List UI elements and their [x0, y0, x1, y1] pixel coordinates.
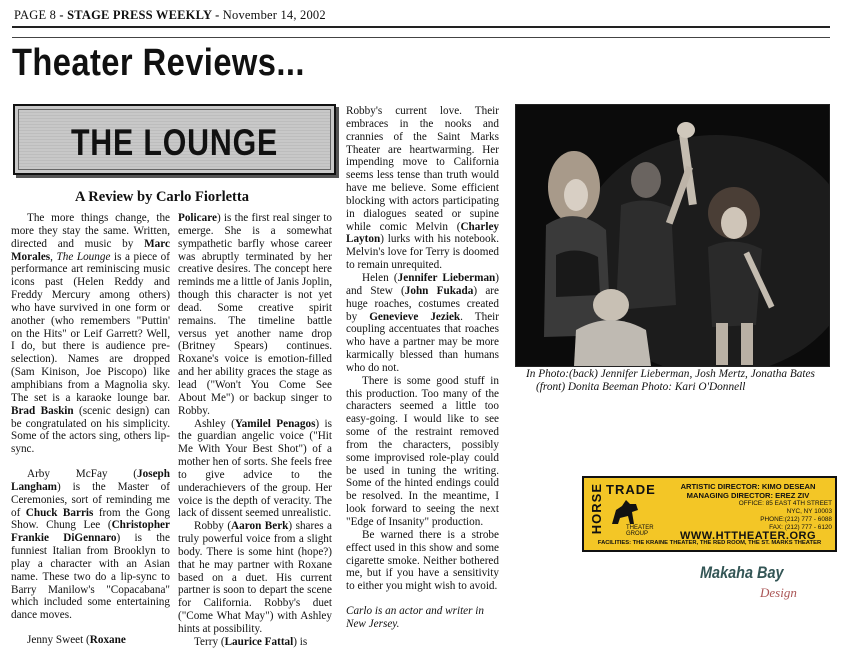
ad-fax: FAX: (212) 777 - 6120	[769, 524, 832, 531]
production-photo	[515, 104, 830, 367]
page-header: PAGE 8 - STAGE PRESS WEEKLY - November 14, 2002	[14, 8, 326, 22]
ad-theater-group: THEATER GROUP	[626, 525, 654, 537]
page-number: PAGE 8	[14, 8, 57, 22]
ad-brand-horse: HORSE	[589, 483, 604, 535]
photo-caption	[526, 368, 828, 394]
ad-facilities: FACILITIES: THE KRAINE THEATER, THE RED ROOM, THE ST. MARKS THEATER	[597, 540, 822, 546]
ad-artistic-director: ARTISTIC DIRECTOR: KIMO DESEAN	[680, 482, 816, 491]
caption-line-2: (front) Donita Beeman Photo: Kari O'Donnell	[536, 381, 746, 393]
makaha-bay-logo: Makaha Bay	[700, 563, 784, 582]
caption-line-1: In Photo:(back) Jennifer Lieberman, Josh Mertz, Jonatha Bates	[526, 368, 815, 380]
article-column-1: The more things change, the more they stay the same. Written, directed and music by Marc Morales, The Lounge is a piece of performance art reminiscing music icons past (Helen Reddy and Freddy Mercury among others) who have survived in one form or another (who remembers "Puttin' on the Hits" or Leif Garrett? Well, I do, but there is audience pre-selection). Names are dropped (Sam Kinison, Joe Piscopo) like amphibians from a Magnolia sky. The set is a karaoke lounge bar. Brad Baskin (scenic design) can be congratulated on his simplicity. Some of the actors sing, others lip-sync. Arby McFay (Joseph Langham) is the Master of Ceremonies, sort of reminding me of Chuck Barris from the Gong Show. Chung Lee (Christopher Frankie DiGennaro) is the funniest Italian from Brooklyn to play a character with an Asian name. These two do a lip-sync to Barry Manilow's "Copacabana" which included some entertaining dance moves. Jenny Sweet (Roxane	[11, 212, 170, 647]
horse-trade-ad[interactable]	[582, 476, 837, 552]
ad-phone: PHONE:(212) 777 - 6088	[760, 516, 832, 523]
article-column-3: Robby's current love. Their embraces in the nooks and crannies of the Saint Marks Theater are heartwarming. Her impending move to California seems less tense than truth would have me believe. Some efficient blocking with actors participating in dialogues seated or supine while comic Melvin (Charley Layton) lurks with his notebook. Melvin's love for Terry is doomed to remain unrequited. Helen (Jennifer Lieberman) and Stew (John Fukada) are huge roaches, costumes created by Genevieve Jeziek. Their coupling accentuates that roaches who have a partner may be more karmically blessed than humans who do not. There is some good stuff in this production. Too many of the characters seemed a little too easy-going. I would like to see some of the restraint removed from the characters, possibly some improvised role-play could be used in tuning the writing. Some of the hinted endings could be resolved. In the meantime, I look forward to seeing the next "Edge of Insanity" production. Be warned there is a strobe effect used in this show and some cigarette smoke. Neither bothered me, but if you have a sensitivity to either you might wish to avoid. Carlo is an actor and writer in New Jersey.	[346, 105, 500, 630]
headline-box	[13, 104, 336, 175]
header-rule-thin	[12, 37, 830, 38]
issue-date: November 14, 2002	[222, 8, 326, 22]
ad-brand-trade: TRADE	[606, 482, 656, 497]
byline: A Review by Carlo Fiorletta	[75, 189, 249, 205]
ad-city: NYC, NY 10003	[786, 508, 832, 515]
design-credit: Design	[760, 585, 797, 600]
performers-illustration	[516, 105, 829, 366]
ad-info	[664, 482, 832, 532]
ad-managing-director: MANAGING DIRECTOR: EREZ ZIV	[686, 491, 810, 500]
section-title: Theater Reviews...	[12, 42, 305, 84]
horse-logo-icon	[608, 498, 642, 528]
ad-logo	[586, 480, 663, 536]
headline: THE LOUNGE	[70, 122, 279, 163]
article-column-2: Policare) is the first real singer to emerge. She is a somewhat sympathetic barfly whose career was abruptly terminated by her creative desires. The concept here reminds me a little of Janis Joplin, though this character is not yet dead. Some creative spirit remains. The timeline battle versus yet another name drop (Britney Spears) continues. Roxane's voice is emotion-filled and her ability graces the stage as lead ("Won't You Come See About Me") or backup singer to Robby. Ashley (Yamilel Penagos) is the guardian angelic voice ("Hit Me With Your Best Shot") of a mother hen of sorts. She feels free to give advice to the underachievers of the group. Her voice is the depth of veracity. The lack of dissent seemed unrealistic. Robby (Aaron Berk) shares a truly powerful voice from a slight body. There is some hint (hope?) that he may partner with Roxane based on a duet. His current partner is soon to depart the scene for California. Robby's duet ("Come What May") with Ashley hints at possibility. Terry (Laurice Fattal) is	[178, 212, 333, 648]
header-rule	[12, 26, 830, 28]
publication-name: STAGE PRESS WEEKLY	[67, 8, 212, 22]
ad-website-link[interactable]: WWW.HTTHEATER.ORG	[680, 530, 816, 542]
ad-office: OFFICE: 85 EAST 4TH STREET	[738, 500, 832, 507]
